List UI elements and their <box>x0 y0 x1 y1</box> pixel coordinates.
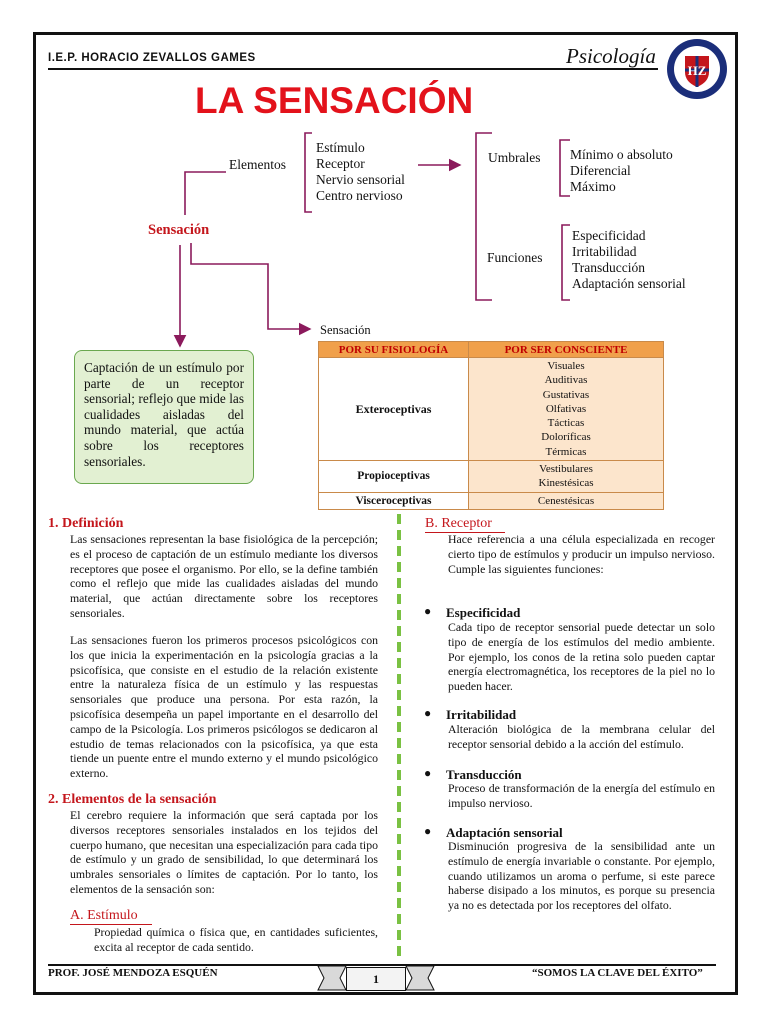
function-1-paragraph: Cada tipo de receptor sensorial puede detectar un solo tipo de energía de los estímulos del medio ambiente. Por ejemplo, los conos de la retina solo pueden captar energía electromagnética, los receptores de la piel no lo pueden hacer. <box>448 620 715 694</box>
root-sensacion: Sensación <box>148 222 210 238</box>
table-cell-item: Doloríficas <box>541 431 591 444</box>
label-funciones: Funciones <box>487 250 543 265</box>
funcion-item: Especificidad <box>572 228 646 243</box>
table-cell-item: Kinestésicas <box>538 477 594 490</box>
function-2-paragraph: Alteración biológica de la membrana celular del receptor sensorial debido a la acción del estímulo. <box>448 722 715 751</box>
table-cell-item: Olfativas <box>545 402 587 415</box>
bracket-elementos <box>305 133 312 212</box>
section-2-title: 2. Elementos de la sensación <box>48 792 217 807</box>
function-1-title: Especificidad <box>446 605 521 620</box>
table-cell-item: Térmicas <box>545 445 587 458</box>
bullet-icon: ● <box>424 604 432 618</box>
elemento-item: Centro nervioso <box>316 188 403 203</box>
row-items <box>469 492 664 509</box>
bullet-icon: ● <box>424 824 432 838</box>
list-umbrales <box>570 147 673 195</box>
subsection-b-title: B. Receptor <box>425 516 492 531</box>
page-title: LA SENSACIÓN <box>195 80 474 121</box>
table-row <box>319 461 664 493</box>
logo-letters: HZ <box>687 63 707 78</box>
table-row <box>319 492 664 509</box>
list-elementos <box>316 140 405 204</box>
elemento-item: Estímulo <box>316 140 365 155</box>
bracket-umbrales <box>560 140 570 196</box>
section-1-paragraph-1: Las sensaciones representan la base fisiológica de la percepción; es el proceso de captación de un estímulo mediante los diversos receptores que posee el organismo. Por ello, se la define también como el reflejo que mide las cualidades aisladas del mundo material, que actúan directamente sobre los receptores sensoriales. <box>70 532 378 620</box>
function-4-title: Adaptación sensorial <box>446 825 563 840</box>
label-umbrales: Umbrales <box>488 150 541 165</box>
list-funciones <box>572 228 686 292</box>
function-3-title: Transducción <box>446 767 522 782</box>
subsection-a-title: A. Estímulo <box>70 908 138 923</box>
label-elementos: Elementos <box>229 157 286 172</box>
table-cell-item: Vestibulares <box>539 463 593 476</box>
section-2-paragraph: El cerebro requiere la información que será captada por los diversos receptores sensoriales instalados en los tejidos del cuerpo humano, que necesitan una especialización para cada tipo de estímulo y un grado de sensibilidad, lo que determinará los umbrales sensoriales o límites de captación. Por lo tanto, los elementos de la sensación son: <box>70 808 378 896</box>
subsection-b-paragraph: Hace referencia a una célula especializada en recoger cierto tipo de estímulos y producir un impulso nervioso. Cumple las siguientes funciones: <box>448 532 715 576</box>
umbral-item: Máximo <box>570 179 616 194</box>
subject-title: Psicología <box>566 44 656 68</box>
row-label: Propioceptivas <box>319 461 469 493</box>
bullet-icon: ● <box>424 766 432 780</box>
subsection-a-paragraph: Propiedad química o física que, en cantidades suficientes, excita al receptor de cada sentido. <box>94 925 378 954</box>
footer-slogan: “SOMOS LA CLAVE DEL ÉXITO” <box>532 967 703 979</box>
table-header: POR SER CONSCIENTE <box>469 342 664 358</box>
table-cell-item: Tácticas <box>547 417 585 430</box>
funcion-item: Transducción <box>572 260 645 275</box>
row-label: Visceroceptivas <box>319 492 469 509</box>
funcion-item: Irritabilidad <box>572 244 637 259</box>
row-label: Exteroceptivas <box>319 358 469 461</box>
table-cell-item: Auditivas <box>544 374 588 387</box>
school-name: I.E.P. HORACIO ZEVALLOS GAMES <box>48 52 256 64</box>
connector-elementos <box>185 172 226 215</box>
section-1-paragraph-2: Las sensaciones fueron los primeros procesos psicológicos con los que inicia la experimentación en la psicología gracias a la psicofísica, que consiste en el estudio de la relación existente entre la naturaleza física de un estímulo y las respuestas sensoriales que produce una persona. Por esta razón, la psicofísica desempeña un papel importante en el desarrollo del campo de la Psicología. Los primeros psicólogos se dedicaron al estudio de temas relacionados con la psicofísica, ya que esta tiende un puente entre el mundo externo y el mundo psicológico externo. <box>70 633 378 781</box>
table-row <box>319 358 664 461</box>
page-number: 1 <box>346 967 406 991</box>
elemento-item: Receptor <box>316 156 365 171</box>
table-cell-item: Gustativas <box>542 388 590 401</box>
function-3-paragraph: Proceso de transformación de la energía del estímulo en impulso nervioso. <box>448 781 715 810</box>
elemento-item: Nervio sensorial <box>316 172 405 187</box>
column-divider <box>397 514 401 962</box>
row-items <box>469 461 664 493</box>
umbral-item: Diferencial <box>570 163 631 178</box>
row-items <box>469 358 664 461</box>
table-cell-item: Visuales <box>547 360 585 372</box>
function-4-paragraph: Disminución progresiva de la sensibilidad ante un estímulo de energía invariable o constante. Por ejemplo, cuando utilizamos un aroma o perfume, si este parece haberse disipado a los minutos, es porque su presencia ya no es detectada por los receptores del olfato. <box>448 839 715 913</box>
section-1-title: 1. Definición <box>48 516 124 531</box>
definition-box: Captación de un estímulo por parte de un receptor sensorial; reflejo que mide las cualidades aisladas del mundo material, que actúa sobre los receptores sensoriales. <box>74 350 254 484</box>
classification-table <box>318 341 664 510</box>
arrow-to-table <box>191 243 310 329</box>
label-sensacion-table: Sensación <box>320 323 371 337</box>
funcion-item: Adaptación sensorial <box>572 276 686 291</box>
bracket-funciones <box>562 225 570 300</box>
umbral-item: Mínimo o absoluto <box>570 147 673 162</box>
table-header: POR SU FISIOLOGÍA <box>319 342 469 358</box>
function-2-title: Irritabilidad <box>446 707 517 722</box>
table-cell-item: Cenestésicas <box>537 494 595 507</box>
footer-teacher: PROF. JOSÉ MENDOZA ESQUÉN <box>48 967 218 979</box>
bullet-icon: ● <box>424 706 432 720</box>
